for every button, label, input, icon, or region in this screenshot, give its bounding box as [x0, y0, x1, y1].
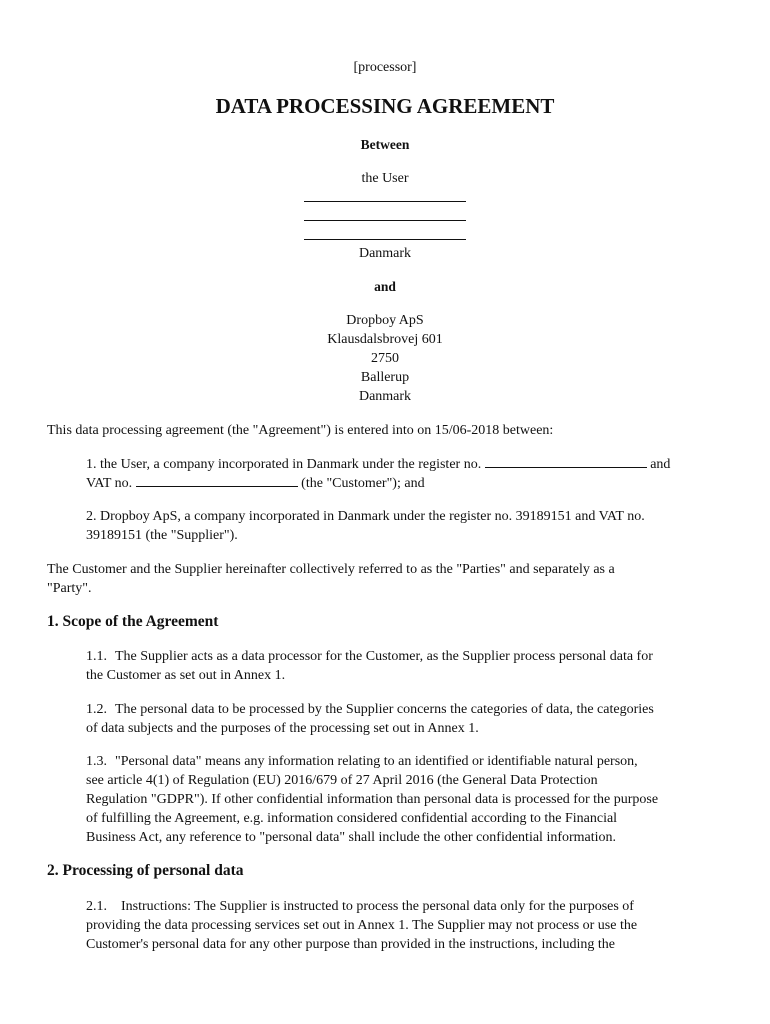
parties-line1: The Customer and the Supplier hereinafter collectively referred to as the "Parties" and separately as a — [47, 562, 615, 577]
vat-no-blank — [136, 474, 298, 487]
section2-heading: 2. Processing of personal data — [47, 862, 244, 879]
user-address-blank-line — [304, 220, 466, 221]
party1-line1 — [86, 455, 670, 475]
clause-1-3-line3: Regulation "GDPR"). If other confidential information than personal data is processed for the purpose — [86, 792, 659, 807]
party1-line2 — [86, 474, 425, 494]
between-label: Between — [360, 137, 410, 152]
role-tag: [processor] — [353, 60, 417, 75]
clause-1-3-line4: of fulfilling the Agreement, e.g. information considered confidential according to the Financial — [86, 811, 618, 826]
user-country: Danmark — [358, 246, 412, 261]
party1-customer-text: (the "Customer"); and — [301, 476, 425, 491]
supplier-street: Klausdalsbrovej 601 — [327, 332, 443, 347]
clause-2-1-number: 2.1. — [86, 899, 107, 914]
clause-1-3-line1 — [86, 753, 638, 772]
user-label: the User — [361, 171, 409, 186]
party2-line1: 2. Dropboy ApS, a company incorporated in Danmark under the register no. 39189151 and VAT no. — [86, 509, 645, 524]
clause-1-3-line5: Business Act, any reference to "personal data" shall include the other confidential information. — [86, 830, 617, 845]
supplier-city: Ballerup — [360, 370, 410, 385]
clause-1-1-line2: the Customer as set out in Annex 1. — [86, 668, 286, 683]
parties-line2: "Party". — [47, 581, 92, 596]
party1-register-text: 1. the User, a company incorporated in Danmark under the register no. — [86, 457, 482, 472]
clause-1-2-number: 1.2. — [86, 702, 107, 717]
user-city-blank-line — [304, 239, 466, 240]
clause-1-1-text: The Supplier acts as a data processor for the Customer, as the Supplier process personal data for — [115, 649, 653, 664]
supplier-country: Danmark — [358, 389, 412, 404]
user-name-blank-line — [304, 201, 466, 202]
register-no-blank — [485, 455, 647, 468]
clause-2-1-line3: Customer's personal data for any other purpose than provided in the instructions, including the — [86, 937, 615, 952]
clause-1-3-number: 1.3. — [86, 754, 107, 769]
clause-2-1-line1 — [86, 898, 634, 917]
supplier-name: Dropboy ApS — [346, 313, 424, 328]
supplier-zip: 2750 — [371, 351, 399, 366]
clause-2-1-line2: providing the data processing services set out in Annex 1. The Supplier may not process or use the — [86, 918, 638, 933]
party2-line2: 39189151 (the "Supplier"). — [86, 528, 238, 543]
agreement-entered-text: This data processing agreement (the "Agreement") is entered into on 15/06-2018 between: — [47, 423, 554, 438]
clause-2-1-text: Instructions: The Supplier is instructed to process the personal data only for the purposes of — [121, 899, 634, 914]
clause-1-2-line2: of data subjects and the purposes of the processing set out in Annex 1. — [86, 721, 479, 736]
section1-heading: 1. Scope of the Agreement — [47, 613, 219, 630]
clause-1-2-line1 — [86, 701, 654, 720]
and-label: and — [374, 279, 396, 294]
party1-vat-text: VAT no. — [86, 476, 133, 491]
party1-and-text: and — [650, 457, 671, 472]
document-title: DATA PROCESSING AGREEMENT — [215, 94, 555, 118]
clause-1-1-line1 — [86, 648, 653, 667]
clause-1-2-text: The personal data to be processed by the Supplier concerns the categories of data, the categories — [115, 702, 654, 717]
clause-1-3-text: "Personal data" means any information relating to an identified or identifiable natural person, — [115, 754, 638, 769]
clause-1-3-line2: see article 4(1) of Regulation (EU) 2016/679 of 27 April 2016 (the General Data Protection — [86, 773, 598, 788]
clause-1-1-number: 1.1. — [86, 649, 107, 664]
